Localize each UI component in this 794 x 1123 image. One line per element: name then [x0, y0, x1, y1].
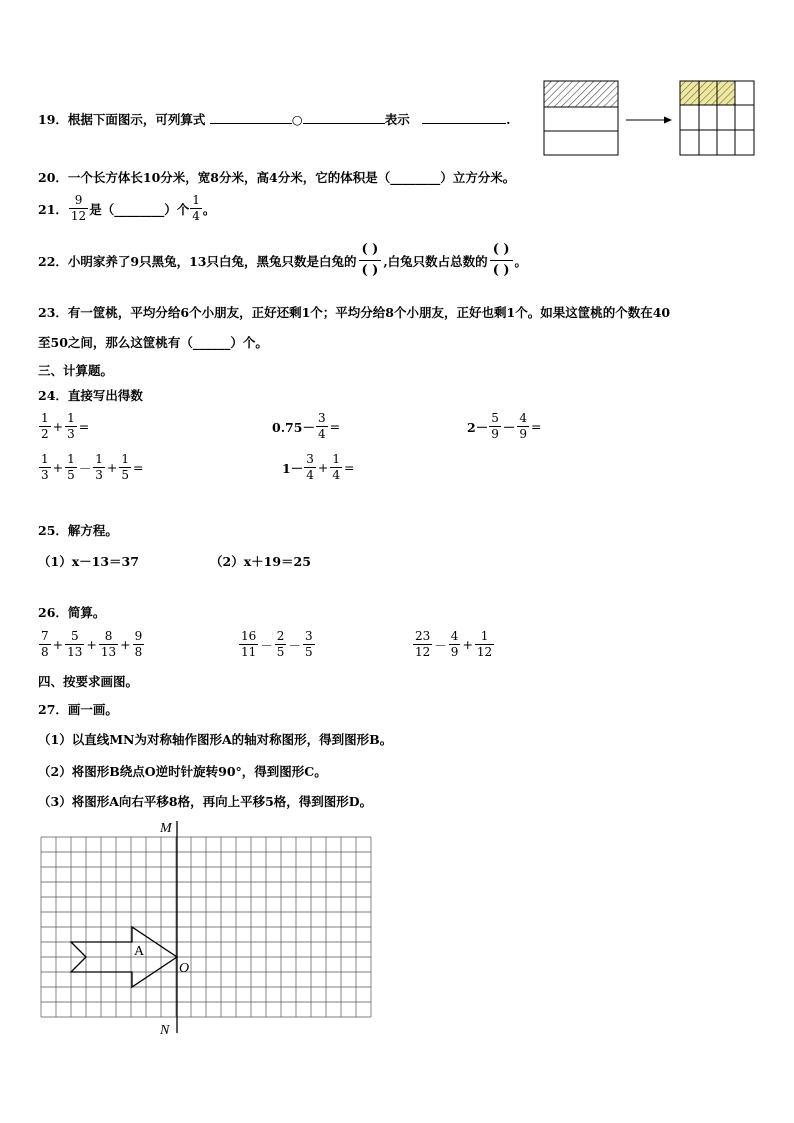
q25-title: 25．解方程。 [38, 523, 118, 538]
section-3-heading: 三、计算题。 [38, 363, 114, 378]
q23-text: 23．有一筐桃，平均分给6个小朋友，正好还剩1个；平均分给8个小朋友，正好也剩1个。如果这筐桃的个数在40 [38, 305, 671, 320]
q22-text: 22． 小明家养了9只黑兔，13只白兔，黑兔只数是白兔的 $\frac{( )}{( )}$ ,白兔只数占总数的 $\frac{( )}{( )}$ 。 [38, 240, 527, 281]
grid-lines [41, 837, 371, 1017]
answer-fraction-blank-2[interactable]: $\frac{( )}{( )}$ [490, 240, 513, 281]
label-a: A [134, 944, 145, 959]
q24-expr-2: 0.75－ $\frac{3}{4}$ = [272, 411, 341, 441]
q19-number: 19． [38, 112, 68, 127]
section-4-heading: 四、按要求画图。 [38, 674, 139, 689]
q24-expr-5: 1－ $\frac{3}{4}$ + $\frac{1}{4}$ = [282, 452, 355, 482]
q20-text: 20．一个长方体长10分米，宽8分米，高4分米，它的体积是（________）立方分米。 [38, 170, 516, 185]
q24-expr-4: $\frac{1}{3}$ + $\frac{1}{5}$ － $\frac{1}{3}$ + $\frac{1}{5}$ = [41, 452, 144, 482]
fraction: $\frac{9}{12}$ [70, 193, 87, 223]
q21-text: 21． $\frac{9}{12}$ 是（________）个 $\frac{1}{4}$ 。 [38, 193, 216, 223]
q26-expr-1: $\frac{7}{8}$ + $\frac{5}{13}$ + $\frac{8}{13}$ + $\frac{9}{8}$ [41, 629, 143, 659]
q27-title: 27．画一画。 [38, 702, 118, 717]
q24-title: 24．直接写出得数 [38, 388, 143, 403]
q19-blank-3[interactable] [422, 122, 506, 124]
label-m: M [160, 821, 172, 836]
q24-expr-1: $\frac{1}{2}$ + $\frac{1}{3}$ = [41, 411, 90, 441]
fraction: $\frac{1}{4}$ [192, 193, 200, 223]
arrow-icon [626, 117, 672, 124]
q26-expr-3: $\frac{23}{12}$ － $\frac{4}{9}$ + $\frac{1}{12}$ [415, 629, 493, 659]
q27-step-1: （1）以直线MN为对称轴作图形A的轴对称图形，得到图形B。 [38, 732, 393, 747]
q24-expr-3: 2－ $\frac{5}{9}$ － $\frac{4}{9}$ = [467, 411, 542, 441]
q25-part-1: （1）x－13＝37 [38, 554, 139, 569]
q27-grid-canvas[interactable] [30, 815, 390, 1040]
q26-title: 26．简算。 [38, 605, 106, 620]
answer-fraction-blank-1[interactable]: $\frac{( )}{( )}$ [359, 240, 382, 281]
q26-expr-2: $\frac{16}{11}$ － $\frac{2}{5}$ － $\frac{3}{5}$ [241, 629, 313, 659]
grid-figure [680, 81, 754, 155]
q23-text-line2: 至50之间，那么这筐桃有（______）个。 [38, 335, 268, 350]
q27-step-2: （2）将图形B绕点O逆时针旋转90°，得到图形C。 [38, 764, 327, 779]
q27-step-3: （3）将图形A向右平移8格，再向上平移5格，得到图形D。 [38, 794, 373, 809]
whole-bar-figure [544, 81, 618, 155]
q19-blank-1[interactable] [210, 122, 292, 124]
q19-diagram [540, 78, 760, 160]
label-o: O [179, 961, 190, 976]
label-n: N [160, 1023, 170, 1038]
q25-part-2: （2）x＋19＝25 [210, 554, 311, 569]
q19-text: 19．根据下面图示，可列算式 ○ 表示 . [38, 112, 511, 127]
q19-blank-2[interactable] [303, 122, 385, 124]
